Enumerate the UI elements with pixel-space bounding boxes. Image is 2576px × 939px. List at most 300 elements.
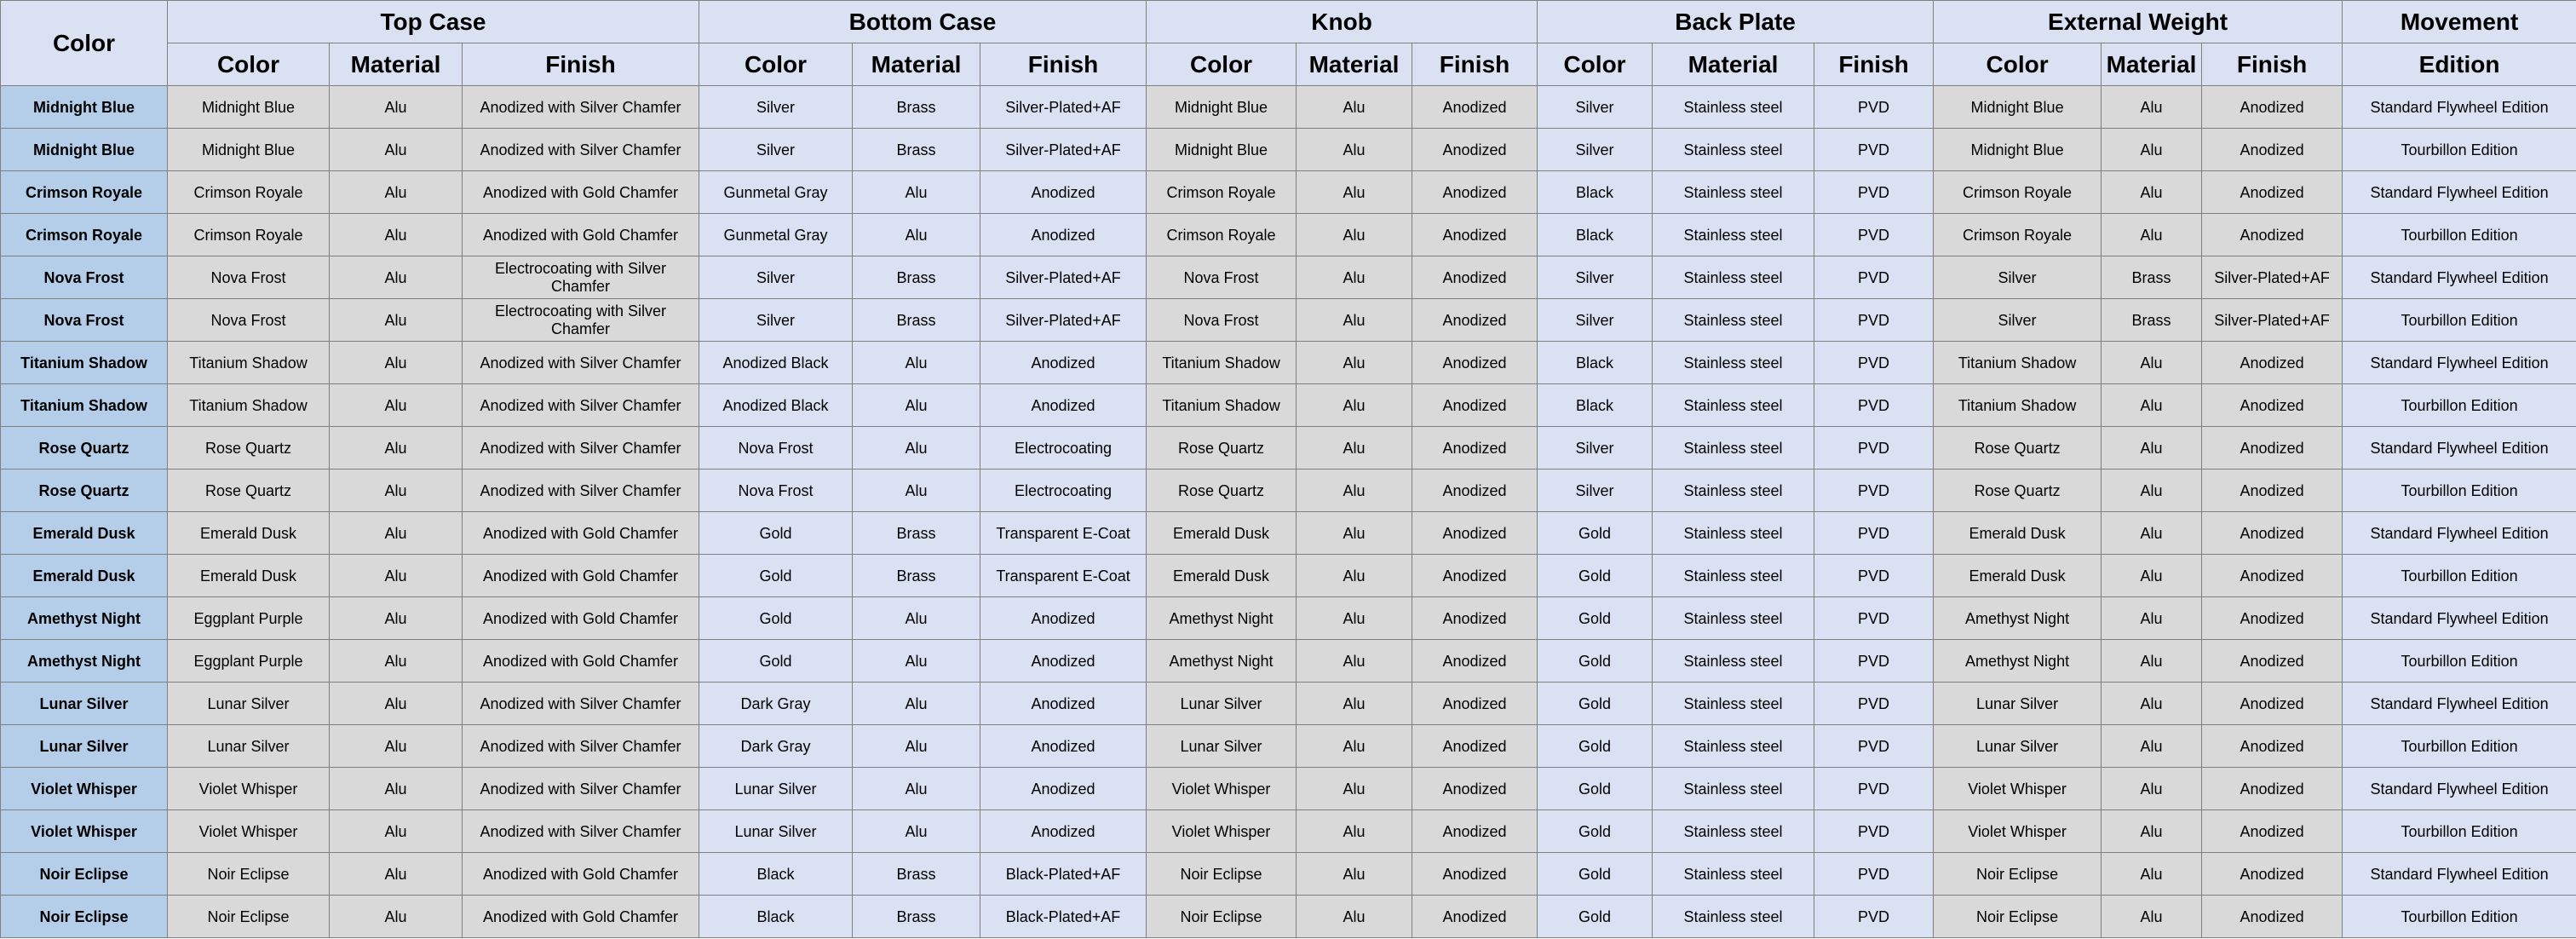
table-cell: Rose Quartz — [168, 427, 330, 470]
table-cell: Black — [699, 896, 853, 938]
table-cell: Anodized with Silver Chamfer — [463, 384, 699, 427]
table-cell: Alu — [330, 810, 463, 853]
table-cell: Anodized — [2202, 427, 2343, 470]
table-cell: Electrocoating — [980, 470, 1147, 512]
table-cell: Alu — [853, 427, 980, 470]
table-cell: Stainless steel — [1653, 640, 1814, 683]
table-cell: Alu — [2102, 810, 2202, 853]
table-cell: Standard Flywheel Edition — [2343, 171, 2576, 214]
column-header: Color — [168, 43, 330, 86]
column-header: Finish — [463, 43, 699, 86]
table-cell: Anodized — [2202, 683, 2343, 725]
table-cell: Gold — [1538, 896, 1653, 938]
table-cell: Silver — [1538, 129, 1653, 171]
row-color-label: Emerald Dusk — [1, 512, 168, 555]
table-cell: Anodized — [2202, 214, 2343, 256]
table-cell: Alu — [2102, 725, 2202, 768]
column-header: Material — [2102, 43, 2202, 86]
table-cell: PVD — [1814, 512, 1934, 555]
table-cell: Gold — [699, 597, 853, 640]
table-cell: Alu — [853, 171, 980, 214]
table-cell: Silver — [1538, 256, 1653, 299]
table-cell: Titanium Shadow — [1934, 342, 2102, 384]
table-cell: Anodized with Gold Chamfer — [463, 597, 699, 640]
table-cell: Alu — [1297, 853, 1412, 896]
table-cell: Anodized — [1412, 342, 1538, 384]
table-cell: Alu — [1297, 768, 1412, 810]
table-cell: Alu — [330, 256, 463, 299]
table-cell: Black-Plated+AF — [980, 853, 1147, 896]
table-cell: Standard Flywheel Edition — [2343, 768, 2576, 810]
column-header: Edition — [2343, 43, 2576, 86]
table-cell: Black-Plated+AF — [980, 896, 1147, 938]
group-bottom-case: Bottom Case — [699, 1, 1147, 43]
table-cell: Anodized — [2202, 171, 2343, 214]
table-cell: Tourbillon Edition — [2343, 555, 2576, 597]
table-cell: PVD — [1814, 853, 1934, 896]
color-column-header: Color — [1, 1, 168, 86]
column-header: Material — [330, 43, 463, 86]
table-row — [1, 725, 2576, 768]
table-cell: Anodized — [1412, 768, 1538, 810]
table-cell: Alu — [853, 214, 980, 256]
table-cell: Anodized — [980, 171, 1147, 214]
table-cell: Standard Flywheel Edition — [2343, 853, 2576, 896]
table-cell: Violet Whisper — [1934, 810, 2102, 853]
row-color-label: Lunar Silver — [1, 683, 168, 725]
table-cell: PVD — [1814, 129, 1934, 171]
table-cell: Anodized — [1412, 640, 1538, 683]
table-cell: Alu — [330, 768, 463, 810]
table-cell: Alu — [2102, 342, 2202, 384]
table-cell: Titanium Shadow — [168, 342, 330, 384]
column-header: Finish — [1412, 43, 1538, 86]
table-cell: Anodized — [980, 597, 1147, 640]
table-cell: Lunar Silver — [1147, 683, 1297, 725]
table-cell: Silver — [699, 299, 853, 342]
table-cell: Anodized — [1412, 725, 1538, 768]
table-cell: Alu — [2102, 640, 2202, 683]
table-cell: Lunar Silver — [1934, 725, 2102, 768]
table-cell: Standard Flywheel Edition — [2343, 597, 2576, 640]
table-cell: Anodized — [1412, 853, 1538, 896]
table-cell: Rose Quartz — [168, 470, 330, 512]
row-color-label: Crimson Royale — [1, 214, 168, 256]
table-cell: Violet Whisper — [1147, 768, 1297, 810]
table-cell: Standard Flywheel Edition — [2343, 342, 2576, 384]
table-cell: Anodized — [2202, 470, 2343, 512]
table-cell: Nova Frost — [1147, 299, 1297, 342]
table-body — [1, 86, 2576, 938]
table-cell: Alu — [2102, 129, 2202, 171]
table-cell: Alu — [1297, 86, 1412, 129]
table-cell: Emerald Dusk — [1934, 555, 2102, 597]
table-cell: Midnight Blue — [168, 129, 330, 171]
table-cell: Stainless steel — [1653, 853, 1814, 896]
table-cell: Alu — [2102, 683, 2202, 725]
row-color-label: Amethyst Night — [1, 640, 168, 683]
table-cell: PVD — [1814, 427, 1934, 470]
table-cell: Brass — [853, 853, 980, 896]
table-cell: Lunar Silver — [699, 810, 853, 853]
table-cell: Alu — [330, 555, 463, 597]
table-cell: Anodized — [980, 640, 1147, 683]
table-cell: Alu — [1297, 555, 1412, 597]
table-cell: Silver — [1538, 470, 1653, 512]
table-cell: PVD — [1814, 810, 1934, 853]
table-cell: Tourbillon Edition — [2343, 470, 2576, 512]
table-cell: Silver — [1934, 256, 2102, 299]
row-color-label: Emerald Dusk — [1, 555, 168, 597]
table-cell: Eggplant Purple — [168, 597, 330, 640]
table-cell: Emerald Dusk — [1147, 555, 1297, 597]
table-cell: Anodized — [1412, 256, 1538, 299]
table-row — [1, 597, 2576, 640]
table-cell: Violet Whisper — [1147, 810, 1297, 853]
table-cell: Nova Frost — [699, 427, 853, 470]
table-cell: Alu — [1297, 427, 1412, 470]
table-cell: Silver — [699, 86, 853, 129]
table-cell: Anodized — [2202, 512, 2343, 555]
row-color-label: Violet Whisper — [1, 768, 168, 810]
table-cell: Alu — [2102, 384, 2202, 427]
column-header: Color — [1538, 43, 1653, 86]
table-cell: Crimson Royale — [1934, 171, 2102, 214]
table-cell: Anodized with Gold Chamfer — [463, 214, 699, 256]
table-cell: Eggplant Purple — [168, 640, 330, 683]
row-color-label: Titanium Shadow — [1, 384, 168, 427]
table-cell: Anodized — [980, 214, 1147, 256]
table-cell: Alu — [1297, 256, 1412, 299]
row-color-label: Lunar Silver — [1, 725, 168, 768]
table-cell: PVD — [1814, 768, 1934, 810]
table-cell: Alu — [330, 384, 463, 427]
table-cell: Anodized — [2202, 129, 2343, 171]
table-cell: Midnight Blue — [168, 86, 330, 129]
table-row — [1, 214, 2576, 256]
table-cell: Silver-Plated+AF — [2202, 299, 2343, 342]
table-cell: PVD — [1814, 555, 1934, 597]
table-cell: Nova Frost — [1147, 256, 1297, 299]
table-cell: Gold — [1538, 768, 1653, 810]
table-cell: Emerald Dusk — [168, 512, 330, 555]
table-cell: Alu — [330, 299, 463, 342]
table-row — [1, 470, 2576, 512]
table-cell: PVD — [1814, 640, 1934, 683]
table-cell: Silver-Plated+AF — [2202, 256, 2343, 299]
table-cell: Alu — [853, 683, 980, 725]
table-cell: Stainless steel — [1653, 555, 1814, 597]
table-cell: Brass — [853, 129, 980, 171]
column-header: Color — [699, 43, 853, 86]
table-cell: Anodized — [980, 768, 1147, 810]
table-cell: Tourbillon Edition — [2343, 725, 2576, 768]
table-cell: Brass — [853, 299, 980, 342]
table-row — [1, 384, 2576, 427]
table-cell: Transparent E-Coat — [980, 555, 1147, 597]
table-cell: Nova Frost — [699, 470, 853, 512]
table-cell: Standard Flywheel Edition — [2343, 256, 2576, 299]
table-cell: Alu — [1297, 512, 1412, 555]
table-cell: Black — [1538, 384, 1653, 427]
table-cell: Alu — [330, 129, 463, 171]
table-cell: Anodized Black — [699, 384, 853, 427]
table-cell: Lunar Silver — [168, 683, 330, 725]
table-cell: Anodized — [1412, 427, 1538, 470]
table-cell: PVD — [1814, 470, 1934, 512]
table-row — [1, 171, 2576, 214]
table-cell: Titanium Shadow — [1934, 384, 2102, 427]
table-cell: Anodized — [1412, 896, 1538, 938]
table-cell: Anodized with Silver Chamfer — [463, 427, 699, 470]
table-cell: Alu — [2102, 896, 2202, 938]
table-cell: Alu — [853, 342, 980, 384]
table-cell: Midnight Blue — [1147, 129, 1297, 171]
table-cell: Dark Gray — [699, 683, 853, 725]
table-cell: Alu — [1297, 683, 1412, 725]
table-cell: PVD — [1814, 171, 1934, 214]
table-cell: Silver — [1538, 427, 1653, 470]
table-cell: Noir Eclipse — [168, 853, 330, 896]
table-cell: Black — [1538, 342, 1653, 384]
column-header: Finish — [980, 43, 1147, 86]
table-cell: Nova Frost — [168, 256, 330, 299]
table-cell: Silver — [699, 129, 853, 171]
table-cell: Anodized — [2202, 597, 2343, 640]
table-cell: Amethyst Night — [1934, 640, 2102, 683]
table-cell: Electrocoating — [980, 427, 1147, 470]
table-cell: Alu — [1297, 214, 1412, 256]
table-cell: Brass — [853, 896, 980, 938]
table-cell: Alu — [1297, 896, 1412, 938]
table-cell: Silver-Plated+AF — [980, 299, 1147, 342]
table-cell: Alu — [853, 810, 980, 853]
table-cell: Tourbillon Edition — [2343, 640, 2576, 683]
table-cell: Midnight Blue — [1934, 86, 2102, 129]
table-cell: Anodized — [980, 725, 1147, 768]
table-row — [1, 555, 2576, 597]
table-cell: Alu — [853, 597, 980, 640]
table-cell: Black — [1538, 214, 1653, 256]
table-cell: Brass — [2102, 299, 2202, 342]
table-cell: Midnight Blue — [1147, 86, 1297, 129]
table-cell: Alu — [853, 725, 980, 768]
table-cell: Alu — [1297, 640, 1412, 683]
table-row — [1, 810, 2576, 853]
table-row — [1, 896, 2576, 938]
table-cell: Alu — [1297, 384, 1412, 427]
table-cell: Emerald Dusk — [1147, 512, 1297, 555]
table-cell: Anodized with Silver Chamfer — [463, 86, 699, 129]
table-cell: Anodized — [1412, 597, 1538, 640]
table-cell: Lunar Silver — [168, 725, 330, 768]
table-cell: Anodized — [1412, 683, 1538, 725]
table-cell: PVD — [1814, 683, 1934, 725]
table-cell: Titanium Shadow — [1147, 342, 1297, 384]
table-row — [1, 86, 2576, 129]
table-cell: Tourbillon Edition — [2343, 810, 2576, 853]
row-color-label: Titanium Shadow — [1, 342, 168, 384]
table-cell: Stainless steel — [1653, 129, 1814, 171]
table-cell: Alu — [1297, 171, 1412, 214]
table-cell: Electrocoating with Silver Chamfer — [463, 256, 699, 299]
table-cell: Anodized with Silver Chamfer — [463, 470, 699, 512]
table-cell: Stainless steel — [1653, 384, 1814, 427]
table-cell: Standard Flywheel Edition — [2343, 512, 2576, 555]
table-cell: Amethyst Night — [1147, 597, 1297, 640]
table-cell: Alu — [853, 384, 980, 427]
table-cell: Alu — [2102, 86, 2202, 129]
row-color-label: Noir Eclipse — [1, 853, 168, 896]
table-cell: Crimson Royale — [1934, 214, 2102, 256]
table-cell: Alu — [2102, 555, 2202, 597]
table-cell: Gold — [1538, 683, 1653, 725]
table-cell: Anodized — [980, 384, 1147, 427]
table-cell: PVD — [1814, 342, 1934, 384]
table-row — [1, 683, 2576, 725]
row-color-label: Midnight Blue — [1, 86, 168, 129]
table-cell: Anodized Black — [699, 342, 853, 384]
table-cell: Stainless steel — [1653, 683, 1814, 725]
table-cell: Titanium Shadow — [1147, 384, 1297, 427]
table-cell: Rose Quartz — [1934, 470, 2102, 512]
table-cell: Noir Eclipse — [1934, 896, 2102, 938]
table-cell: Alu — [330, 214, 463, 256]
table-cell: Anodized — [2202, 555, 2343, 597]
table-cell: Anodized — [2202, 853, 2343, 896]
table-row — [1, 129, 2576, 171]
table-cell: Stainless steel — [1653, 171, 1814, 214]
table-cell: Alu — [1297, 129, 1412, 171]
table-cell: Anodized with Gold Chamfer — [463, 640, 699, 683]
row-color-label: Noir Eclipse — [1, 896, 168, 938]
table-row — [1, 299, 2576, 342]
table-cell: Anodized with Gold Chamfer — [463, 853, 699, 896]
table-cell: Amethyst Night — [1147, 640, 1297, 683]
table-cell: Brass — [853, 256, 980, 299]
table-cell: Alu — [1297, 810, 1412, 853]
table-cell: Brass — [853, 555, 980, 597]
table-cell: Anodized — [1412, 214, 1538, 256]
subheader-row — [1, 43, 2576, 86]
table-cell: PVD — [1814, 299, 1934, 342]
table-cell: Stainless steel — [1653, 896, 1814, 938]
table-cell: Stainless steel — [1653, 342, 1814, 384]
table-cell: Gold — [699, 640, 853, 683]
table-cell: Brass — [853, 512, 980, 555]
column-header: Color — [1934, 43, 2102, 86]
row-color-label: Amethyst Night — [1, 597, 168, 640]
table-cell: Stainless steel — [1653, 725, 1814, 768]
table-cell: Silver — [1934, 299, 2102, 342]
table-cell: Anodized with Gold Chamfer — [463, 171, 699, 214]
table-cell: Stainless steel — [1653, 470, 1814, 512]
row-color-label: Nova Frost — [1, 256, 168, 299]
table-cell: Anodized — [2202, 896, 2343, 938]
table-cell: PVD — [1814, 384, 1934, 427]
table-cell: Gold — [699, 512, 853, 555]
group-external-weight: External Weight — [1934, 1, 2343, 43]
table-cell: Alu — [2102, 214, 2202, 256]
table-cell: Alu — [2102, 768, 2202, 810]
table-cell: Tourbillon Edition — [2343, 299, 2576, 342]
table-cell: Dark Gray — [699, 725, 853, 768]
table-row — [1, 256, 2576, 299]
table-cell: Anodized with Gold Chamfer — [463, 555, 699, 597]
table-cell: Standard Flywheel Edition — [2343, 86, 2576, 129]
table-cell: Anodized — [2202, 640, 2343, 683]
table-row — [1, 768, 2576, 810]
table-cell: Standard Flywheel Edition — [2343, 683, 2576, 725]
table-cell: Alu — [330, 86, 463, 129]
table-cell: Stainless steel — [1653, 810, 1814, 853]
table-cell: Anodized — [2202, 342, 2343, 384]
table-cell: PVD — [1814, 256, 1934, 299]
table-cell: Alu — [2102, 512, 2202, 555]
table-cell: Violet Whisper — [168, 810, 330, 853]
table-cell: Silver-Plated+AF — [980, 129, 1147, 171]
table-cell: PVD — [1814, 214, 1934, 256]
table-cell: Transparent E-Coat — [980, 512, 1147, 555]
table-cell: Anodized — [980, 342, 1147, 384]
table-cell: Alu — [330, 342, 463, 384]
table-cell: Violet Whisper — [168, 768, 330, 810]
table-cell: Noir Eclipse — [168, 896, 330, 938]
table-cell: Crimson Royale — [1147, 171, 1297, 214]
table-cell: Rose Quartz — [1934, 427, 2102, 470]
column-header: Finish — [2202, 43, 2343, 86]
row-color-label: Rose Quartz — [1, 427, 168, 470]
table-cell: Stainless steel — [1653, 214, 1814, 256]
table-cell: Alu — [330, 683, 463, 725]
table-cell: Gold — [1538, 810, 1653, 853]
table-cell: Anodized with Silver Chamfer — [463, 129, 699, 171]
row-color-label: Nova Frost — [1, 299, 168, 342]
table-cell: Alu — [330, 171, 463, 214]
column-header: Finish — [1814, 43, 1934, 86]
table-cell: Titanium Shadow — [168, 384, 330, 427]
table-cell: Crimson Royale — [168, 214, 330, 256]
table-cell: Alu — [1297, 470, 1412, 512]
table-cell: Nova Frost — [168, 299, 330, 342]
table-cell: Tourbillon Edition — [2343, 214, 2576, 256]
table-cell: Gold — [1538, 555, 1653, 597]
table-cell: Anodized with Silver Chamfer — [463, 810, 699, 853]
table-cell: Noir Eclipse — [1147, 853, 1297, 896]
table-cell: Anodized — [1412, 384, 1538, 427]
group-knob: Knob — [1147, 1, 1538, 43]
group-movement: Movement — [2343, 1, 2576, 43]
table-cell: Lunar Silver — [699, 768, 853, 810]
table-cell: Alu — [1297, 299, 1412, 342]
table-cell: Anodized — [1412, 129, 1538, 171]
table-cell: Tourbillon Edition — [2343, 384, 2576, 427]
table-cell: Midnight Blue — [1934, 129, 2102, 171]
table-cell: Alu — [1297, 725, 1412, 768]
table-cell: Stainless steel — [1653, 597, 1814, 640]
table-cell: Anodized with Gold Chamfer — [463, 896, 699, 938]
table-cell: Violet Whisper — [1934, 768, 2102, 810]
group-header-row — [1, 1, 2576, 43]
group-back-plate: Back Plate — [1538, 1, 1934, 43]
table-cell: Rose Quartz — [1147, 470, 1297, 512]
table-cell: Anodized — [2202, 768, 2343, 810]
table-cell: Stainless steel — [1653, 256, 1814, 299]
table-cell: Anodized — [1412, 171, 1538, 214]
table-cell: Anodized — [1412, 512, 1538, 555]
table-cell: Stainless steel — [1653, 512, 1814, 555]
table-cell: Gold — [1538, 512, 1653, 555]
